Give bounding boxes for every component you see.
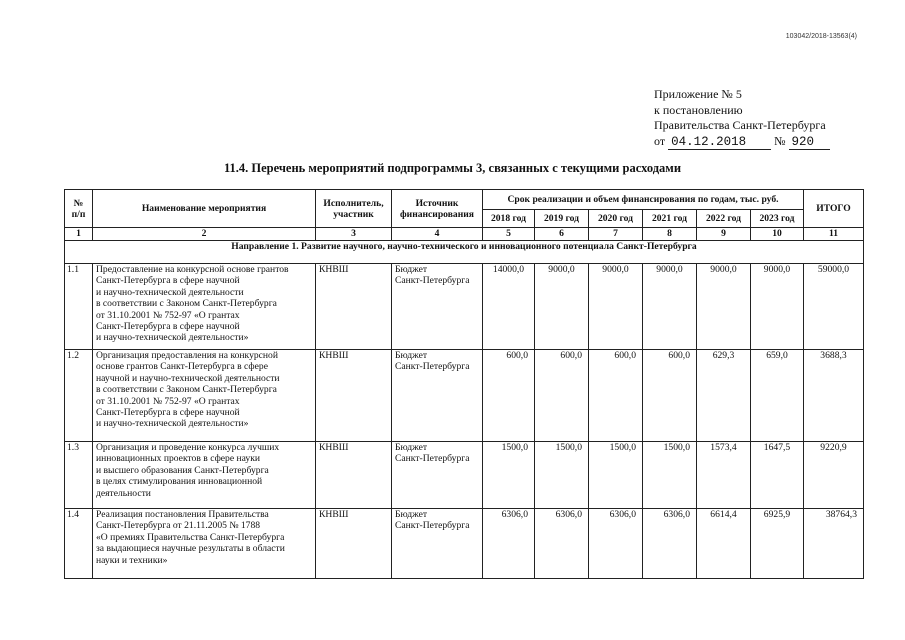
- row-value: 9000,0: [643, 264, 697, 350]
- table-row: [65, 264, 864, 350]
- header-year: 2019 год: [535, 210, 589, 228]
- row-num: 1.4: [65, 509, 93, 579]
- column-number: 11: [804, 228, 864, 241]
- appendix-date: 04.12.2018: [668, 136, 771, 150]
- date-prefix: от: [654, 133, 666, 148]
- appendix-block: [654, 87, 830, 150]
- header-year: 2020 год: [589, 210, 643, 228]
- row-value: 1500,0: [535, 442, 589, 509]
- row-executor: КНВШ: [316, 442, 392, 509]
- row-executor: КНВШ: [316, 264, 392, 350]
- appendix-line-3: Правительства Санкт-Петербурга: [654, 118, 826, 132]
- row-total: 59000,0: [804, 264, 864, 350]
- row-value: 9000,0: [697, 264, 751, 350]
- row-value: 9000,0: [589, 264, 643, 350]
- row-value: 1500,0: [643, 442, 697, 509]
- header-name: Наименование мероприятия: [93, 190, 316, 228]
- row-num: 1.3: [65, 442, 93, 509]
- page-title: 11.4. Перечень мероприятий подпрограммы 3, связанных с текущими расходами: [223, 161, 682, 175]
- row-executor: КНВШ: [316, 509, 392, 579]
- row-value: 1573,4: [697, 442, 751, 509]
- appendix-number: 920: [789, 136, 830, 150]
- row-value: 600,0: [643, 350, 697, 442]
- header-year: 2023 год: [751, 210, 804, 228]
- row-value: 6306,0: [589, 509, 643, 579]
- row-total: 9220,9: [804, 442, 864, 509]
- row-value: 6614,4: [697, 509, 751, 579]
- row-value: 600,0: [535, 350, 589, 442]
- section-row: [65, 241, 864, 264]
- section-title: Направление 1. Развитие научного, научно-технического и инновационного потенциала Санкт-Петербурга: [65, 241, 864, 264]
- row-value: 1500,0: [589, 442, 643, 509]
- appendix-line-2: к постановлению: [654, 102, 743, 117]
- column-numbers-row: [65, 228, 864, 241]
- row-value: 659,0: [751, 350, 804, 442]
- header-year: 2018 год: [483, 210, 535, 228]
- row-source: Бюджет Санкт-Петербурга: [392, 264, 483, 350]
- row-total: 3688,3: [804, 350, 864, 442]
- header-year: 2022 год: [697, 210, 751, 228]
- row-value: 6306,0: [535, 509, 589, 579]
- appendix-date-line: [654, 134, 830, 150]
- header-period: Срок реализации и объем финансирования по годам, тыс. руб.: [483, 190, 804, 210]
- table-row: [65, 442, 864, 509]
- column-number: 1: [65, 228, 93, 241]
- row-value: 14000,0: [483, 264, 535, 350]
- row-value: 6306,0: [483, 509, 535, 579]
- column-number: 4: [392, 228, 483, 241]
- row-source: Бюджет Санкт-Петербурга: [392, 442, 483, 509]
- header-total: ИТОГО: [804, 190, 864, 228]
- number-prefix: №: [774, 133, 786, 148]
- row-executor: КНВШ: [316, 350, 392, 442]
- row-source: Бюджет Санкт-Петербурга: [392, 350, 483, 442]
- table-row: [65, 350, 864, 442]
- column-number: 3: [316, 228, 392, 241]
- measures-table: [64, 189, 864, 579]
- column-number: 9: [697, 228, 751, 241]
- row-num: 1.1: [65, 264, 93, 350]
- row-value: 1500,0: [483, 442, 535, 509]
- column-number: 6: [535, 228, 589, 241]
- row-value: 9000,0: [535, 264, 589, 350]
- column-number: 2: [93, 228, 316, 241]
- row-name: Организация предоставления на конкурсной основе грантов Санкт-Петербурга в сфере научной и научно-технической деятельности в соответствии с Законом Санкт-Петербурга от 31.10.2001 № 752-97 «О грантах Санкт-Петербурга в сфере научной и научно-технической деятельности»: [93, 350, 316, 442]
- document-id: 103042/2018-13563(4): [785, 33, 857, 40]
- column-number: 5: [483, 228, 535, 241]
- header-source: Источник финансирования: [392, 190, 483, 228]
- row-num: 1.2: [65, 350, 93, 442]
- table-row: [65, 509, 864, 579]
- row-value: 6306,0: [643, 509, 697, 579]
- column-number: 8: [643, 228, 697, 241]
- header-row: [65, 190, 864, 210]
- header-year: 2021 год: [643, 210, 697, 228]
- row-total: 38764,3: [804, 509, 864, 579]
- row-value: 6925,9: [751, 509, 804, 579]
- header-num: № п/п: [65, 190, 93, 228]
- row-name: Организация и проведение конкурса лучших инновационных проектов в сфере науки и высшего образования Санкт-Петербурга в целях стимулирования инновационной деятельности: [93, 442, 316, 509]
- column-number: 7: [589, 228, 643, 241]
- row-source: Бюджет Санкт-Петербурга: [392, 509, 483, 579]
- row-value: 629,3: [697, 350, 751, 442]
- row-value: 600,0: [589, 350, 643, 442]
- header-executor: Исполнитель, участник: [316, 190, 392, 228]
- row-value: 600,0: [483, 350, 535, 442]
- row-name: Реализация постановления Правительства Санкт-Петербурга от 21.11.2005 № 1788 «О премиях Правительства Санкт-Петербурга за выдающиеся научные результаты в области науки и техники»: [93, 509, 316, 579]
- appendix-line-1: Приложение № 5: [654, 87, 742, 101]
- row-value: 9000,0: [751, 264, 804, 350]
- row-name: Предоставление на конкурсной основе грантов Санкт-Петербурга в сфере научной и научно-технической деятельности в соответствии с Законом Санкт-Петербурга от 31.10.2001 № 752-97 «О грантах Санкт-Петербурга в сфере научной и научно-технической деятельности»: [93, 264, 316, 350]
- column-number: 10: [751, 228, 804, 241]
- row-value: 1647,5: [751, 442, 804, 509]
